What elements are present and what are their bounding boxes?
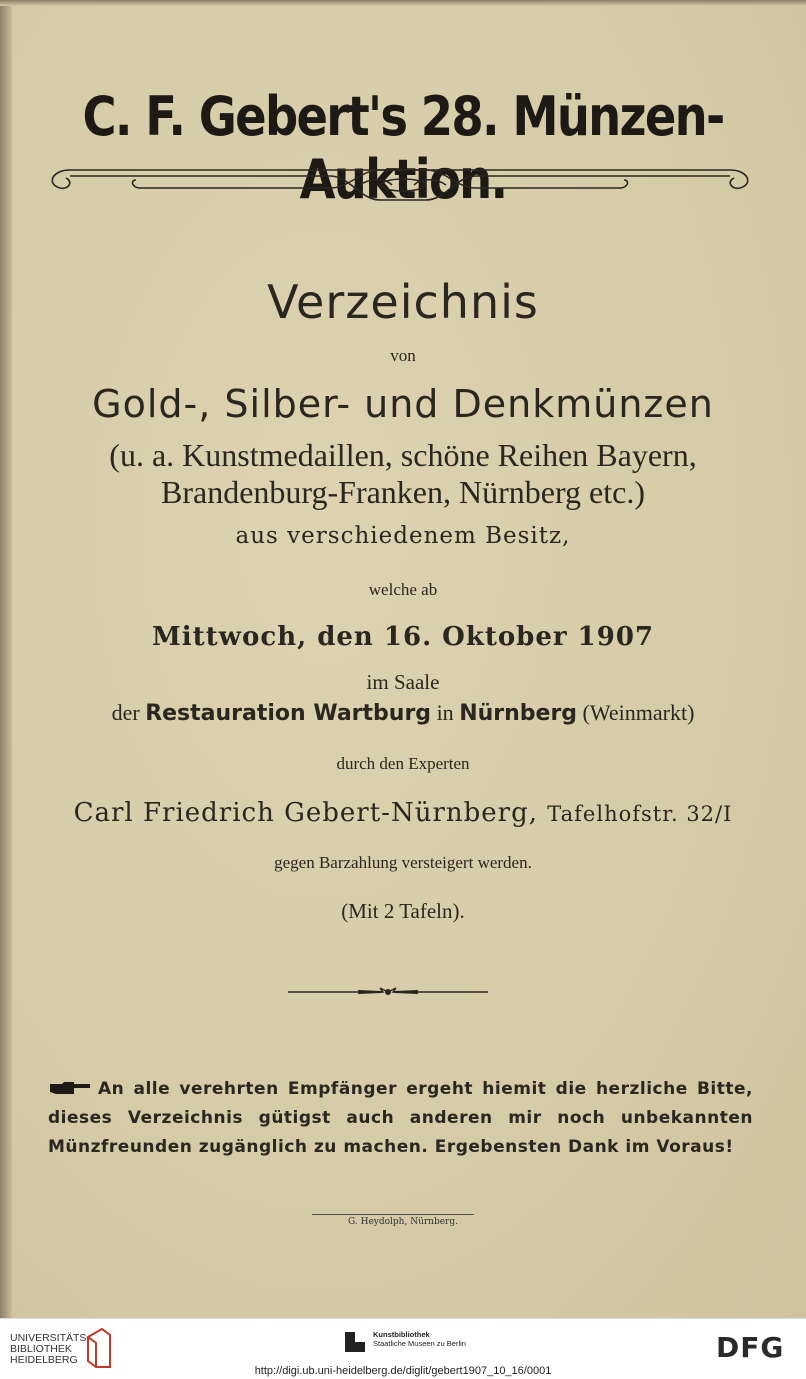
venue-name: Restauration Wartburg (145, 701, 432, 726)
ornament-flourish (40, 150, 766, 220)
dfg-logo: DFG (716, 1331, 785, 1364)
printer-rule (312, 1214, 474, 1215)
university-line-3: HEIDELBERG (10, 1354, 78, 1366)
provenance-line: aus verschiedenem Besitz, (235, 523, 571, 549)
notice-paragraph (48, 1075, 753, 1162)
ub-heidelberg-logo-icon (84, 1327, 114, 1369)
auction-date: Mittwoch, den 16. Oktober 1907 (151, 622, 655, 652)
digitization-footer (0, 1318, 806, 1379)
kunstbibliothek-label (373, 1330, 466, 1348)
kb-sub: Staatliche Museen zu Berlin (373, 1339, 466, 1348)
venue-line (0, 700, 806, 726)
kb-name: Kunstbibliothek (373, 1330, 430, 1339)
plates-line: (Mit 2 Tafeln). (341, 899, 465, 923)
permalink-url[interactable]: http://digi.ub.uni-heidelberg.de/diglit/gebert1907_10_16/0001 (254, 1365, 552, 1377)
pointing-hand-icon (48, 1080, 92, 1096)
university-line-2: BIBLIOTHEK (10, 1343, 72, 1355)
venue-post: (Weinmarkt) (582, 700, 695, 725)
subject-line: Gold-, Silber- und Denkmünzen (92, 382, 714, 426)
text-von: von (390, 346, 416, 365)
auction-title: C. F. Gebert's 28. Münzen-Auktion. (82, 85, 724, 211)
expert-name: Carl Friedrich Gebert-Nürnberg, (73, 798, 538, 828)
text-welche-ab: welche ab (368, 580, 438, 599)
expert-address: Tafelhofstr. 32/I (547, 802, 733, 826)
venue-pre: der (111, 700, 140, 725)
page-spine-shadow (0, 0, 12, 1318)
divider-rule (288, 985, 488, 999)
detail-line-2: Brandenburg-Franken, Nürnberg etc.) (161, 474, 645, 510)
detail-line-1: (u. a. Kunstmedaillen, schöne Reihen Bayern, (109, 437, 697, 473)
terms-line: gegen Barzahlung versteigert werden. (274, 853, 532, 872)
expert-intro: durch den Experten (336, 754, 470, 773)
venue-city: Nürnberg (459, 701, 578, 726)
page-top-edge (0, 0, 806, 6)
venue-intro: im Saale (366, 670, 440, 694)
notice-text: An alle verehrten Empfänger ergeht hiemit die herzliche Bitte, dieses Verzeichnis gütigst auch anderen mir noch unbekannten Münzfreunden zugänglich zu machen. Ergebensten Dank im Voraus! (48, 1079, 753, 1157)
university-label (10, 1333, 90, 1366)
heading-verzeichnis: Verzeichnis (267, 275, 539, 329)
university-line-1: UNIVERSITÄTS- (10, 1332, 90, 1344)
printer-imprint: G. Heydolph, Nürnberg. (348, 1217, 458, 1227)
kunstbibliothek-logo-icon (344, 1331, 366, 1353)
expert-line (0, 798, 806, 828)
venue-mid: in (436, 700, 454, 725)
